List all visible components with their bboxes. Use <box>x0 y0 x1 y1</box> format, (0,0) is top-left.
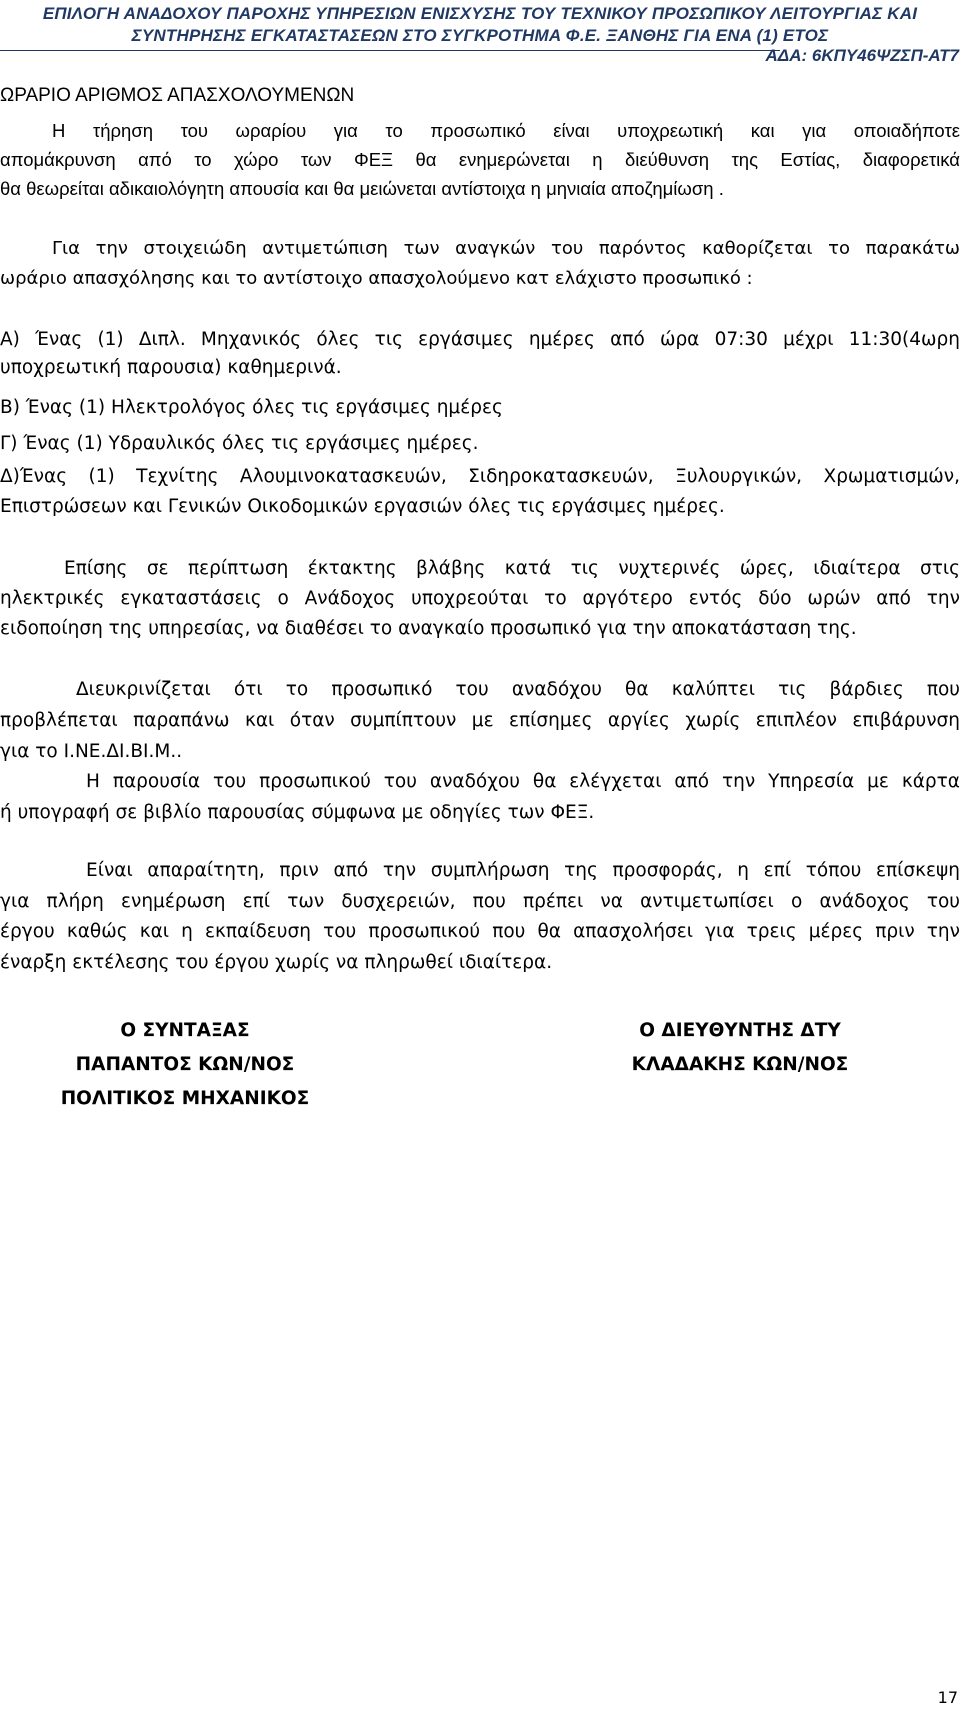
header-title-line-1: ΕΠΙΛΟΓΗ ΑΝΑΔΟΧΟΥ ΠΑΡΟΧΗΣ ΥΠΗΡΕΣΙΩΝ ΕΝΙΣΧΥΣΗΣ ΤΟΥ ΤΕΧΝΙΚΟΥ ΠΡΟΣΩΠΙΚΟΥ ΛΕΙΤΟΥΡΓΙΑΣ ΚΑΙ <box>42 4 918 23</box>
paragraph-line: ειδοποίηση της υπηρεσίας, να διαθέσει το αναγκαίο προσωπικό για την αποκατάσταση της. <box>0 618 857 639</box>
signature-left <box>60 1014 310 1116</box>
paragraph-line: έργου καθώς και η εκπαίδευση του προσωπικού που θα απασχολήσει για τρεις μέρες πριν την <box>0 921 960 942</box>
paragraph-line: ηλεκτρικές εγκαταστάσεις ο Ανάδοχος υποχρεούται το αργότερο εντός δύο ωρών από την <box>0 588 960 609</box>
paragraph-line: για το Ι.ΝΕ.ΔΙ.ΒΙ.Μ.. <box>0 741 183 762</box>
page-header <box>0 0 960 65</box>
paragraph-line: Είναι απαραίτητη, πριν από την συμπλήρωση της προσφοράς, η επί τόπου επίσκεψη <box>86 860 960 881</box>
signature-right-role: Ο ΔΙΕΥΘΥΝΤΗΣ ΔΤΥ <box>639 1020 841 1041</box>
paragraph-schedule-intro <box>0 234 960 294</box>
list-item-c: Γ) Ένας (1) Υδραυλικός όλες τις εργάσιμες ημέρες. <box>0 433 479 454</box>
page-number: 17 <box>937 1688 958 1707</box>
list-item-d: Δ)Ένας (1) Τεχνίτης Αλουμινοκατασκευών, Σιδηροκατασκευών, Ξυλουργικών, Χρωματισμών, <box>0 466 960 487</box>
paragraph-line: για πλήρη ενημέρωση επί των δυσχερειών, που πρέπει να αντιμετωπίσει ο ανάδοχος του <box>0 890 960 912</box>
paragraph-line: έναρξη εκτέλεσης του έργου χωρίς να πληρωθεί ιδιαίτερα. <box>0 951 553 973</box>
list-item-b-wrap <box>0 394 960 422</box>
header-rule <box>0 50 780 51</box>
paragraph-line: Διευκρινίζεται ότι το προσωπικό του αναδόχου θα καλύπτει τις βάρδιες που <box>76 679 960 700</box>
paragraph-line: Η τήρηση του ωραρίου για το προσωπικό είναι υποχρεωτική και για οποιαδήποτε <box>52 120 960 141</box>
staff-list <box>0 326 960 382</box>
section-title: ΩΡΑΡΙΟ ΑΡΙΘΜΟΣ ΑΠΑΣΧΟΛΟΥΜΕΝΩΝ <box>0 85 355 106</box>
paragraph-line: θα θεωρείται αδικαιολόγητη απουσία και θα μειώνεται αντίστοιχα η μηνιαία αποζημίωση . <box>0 178 724 199</box>
paragraph-shifts <box>0 674 960 767</box>
paragraph-attendance <box>0 116 960 203</box>
header-title-line-2: ΣΥΝΤΗΡΗΣΗΣ ΕΓΚΑΤΑΣΤΑΣΕΩΝ ΣΤΟ ΣΥΓΚΡΟΤΗΜΑ Φ.Ε. ΞΑΝΘΗΣ ΓΙΑ ΕΝΑ (1) ΕΤΟΣ <box>131 26 829 45</box>
header-ada-code: ΑΔΑ: 6ΚΠΥ46ΨΖΣΠ-ΑΤ7 <box>765 46 959 65</box>
signature-left-title: ΠΟΛΙΤΙΚΟΣ ΜΗΧΑΝΙΚΟΣ <box>60 1088 310 1109</box>
paragraph-emergency <box>0 554 960 644</box>
signature-left-role: Ο ΣΥΝΤΑΞΑΣ <box>120 1020 250 1041</box>
list-item-a-cont: υποχρεωτική παρουσια) καθημερινά. <box>0 357 342 378</box>
list-item-c-wrap <box>0 430 960 458</box>
signature-right-name: ΚΛΑΔΑΚΗΣ ΚΩΝ/ΝΟΣ <box>631 1054 849 1075</box>
paragraph-line: ή υπογραφή σε βιβλίο παρουσίας σύμφωνα με οδηγίες των ΦΕΞ. <box>0 802 595 823</box>
paragraph-site-visit <box>0 856 960 978</box>
paragraph-line: Για την στοιχειώδη αντιμετώπιση των αναγκών του παρόντος καθορίζεται το παρακάτω <box>52 238 960 259</box>
paragraph-line: Η παρουσία του προσωπικού του αναδόχου θα ελέγχεται από την Υπηρεσία με κάρτα <box>86 771 960 792</box>
list-item-d-cont: Επιστρώσεων και Γενικών Οικοδομικών εργασιών όλες τις εργάσιμες ημέρες. <box>0 496 725 517</box>
list-item-d-wrap <box>0 462 960 522</box>
list-item-b: Β) Ένας (1) Ηλεκτρολόγος όλες τις εργάσιμες ημέρες <box>0 397 503 418</box>
list-item-a: Α) Ένας (1) Διπλ. Μηχανικός όλες τις εργάσιμες ημέρες από ώρα 07:30 μέχρι 11:30(4ωρη <box>0 329 960 350</box>
paragraph-line: ωράριο απασχόλησης και το αντίστοιχο απασχολούμενο κατ ελάχιστο προσωπικό : <box>0 268 753 289</box>
paragraph-line: προβλέπεται παραπάνω και όταν συμπίπτουν με επίσημες αργίες χωρίς επιπλέον επιβάρυνση <box>0 710 960 731</box>
signature-right <box>610 1014 870 1082</box>
paragraph-line: απομάκρυνση από το χώρο των ΦΕΞ θα ενημερώνεται η διεύθυνση της Εστίας, διαφορετικά <box>0 149 960 170</box>
signature-left-name: ΠΑΠΑΝΤΟΣ ΚΩΝ/ΝΟΣ <box>75 1054 295 1075</box>
paragraph-line: Επίσης σε περίπτωση έκτακτης βλάβης κατά τις νυχτερινές ώρες, ιδιαίτερα στις <box>64 558 960 579</box>
paragraph-presence <box>0 766 960 828</box>
